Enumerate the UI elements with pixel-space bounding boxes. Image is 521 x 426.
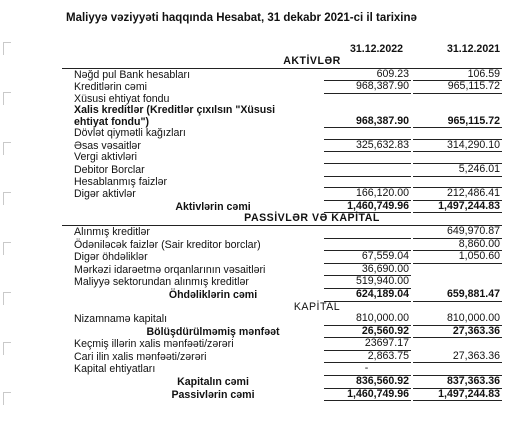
table-row [62, 152, 502, 164]
value-2022 [324, 163, 411, 164]
value-2022 [324, 176, 411, 177]
row-label: Digər aktivlər [74, 188, 136, 201]
value-2022: 325,632.83 [324, 140, 411, 153]
value-2021: 5,246.01 [413, 164, 502, 177]
value-2021: 649,970.87 [413, 226, 502, 239]
table-row [62, 351, 502, 364]
value-2022: 968,387.90 [324, 81, 411, 94]
table-row [62, 177, 502, 189]
value-2022: 968,387.90 [324, 116, 411, 129]
row-label: Nəğd pul Bank hesabları [74, 68, 191, 81]
table-row [62, 105, 502, 128]
row-label: Dövlət qiymətli kağızları [74, 127, 186, 140]
value-2022: 1,460,749.96 [324, 201, 411, 214]
value-2021: 1,050.60 [413, 251, 502, 264]
value-2022: 2,863.75 [324, 351, 411, 364]
value-2021: 27,363.36 [413, 351, 502, 364]
value-2021: 212,486.41 [413, 188, 502, 201]
table-row-grand-total [62, 389, 502, 402]
value-2021: 1,497,244.83 [413, 389, 502, 402]
edge-mark [3, 42, 11, 55]
row-label: Xüsusi ehtiyat fondu [74, 92, 170, 105]
table-row-subtotal [62, 326, 502, 339]
table-row [62, 128, 502, 140]
value-2022: 36,690.00 [324, 264, 411, 277]
row-label: Əsas vəsaitlər [74, 139, 141, 152]
row-label: Öhdəliklərin cəmi [168, 288, 258, 301]
value-2021: 837,363.36 [413, 376, 502, 389]
edge-mark [3, 292, 11, 305]
row-label: Digər öhdəliklər [74, 251, 148, 264]
value-2021: 965,115.72 [413, 116, 502, 129]
edge-mark [3, 92, 11, 105]
table-row [62, 276, 502, 289]
value-2022: 23697.17 [324, 338, 411, 351]
row-label: Passivlərin cəmi [171, 388, 255, 401]
column-header-2021: 31.12.2021 [446, 43, 500, 55]
value-2022: 67,559.04 [324, 251, 411, 264]
table-row [62, 164, 502, 177]
edge-mark [3, 242, 11, 255]
value-2022: 26,560.92 [324, 326, 411, 339]
balance-sheet-table [62, 44, 502, 401]
row-label: Mərkəzi idarəetmə orqanlarının vəsaitləri [74, 263, 266, 276]
value-2022: 810,000.00 [324, 313, 411, 326]
value-2021: 314,290.10 [413, 140, 502, 153]
row-label: Ödəniləcək faizlər (Sair kreditor borclar) [74, 238, 261, 251]
value-2022: 609.23 [324, 69, 411, 82]
row-label: Debitor Borclar [74, 163, 145, 176]
value-2021: 27,363.36 [413, 326, 502, 339]
row-label: Nizamnamə kapitalı [74, 313, 168, 326]
table-row [62, 363, 502, 376]
edge-mark [3, 192, 11, 205]
section-liabilities-equity: PASSİVLƏR VƏ KAPİTAL [62, 213, 502, 226]
value-2021: 8,860.00 [413, 239, 502, 252]
table-row [62, 239, 502, 252]
value-2021: 810,000.00 [413, 313, 502, 326]
row-label: Xalis kreditlər (Kreditlər çıxılsın "Xüsusi ehtiyat fondu") [74, 104, 276, 128]
value-2022: 1,460,749.96 [324, 389, 411, 402]
edge-mark [3, 142, 11, 155]
value-2021: 1,497,244.83 [413, 201, 502, 214]
value-2022: - [324, 363, 411, 376]
table-row [62, 251, 502, 264]
table-row [62, 188, 502, 201]
table-row [62, 69, 502, 82]
row-label: Kreditlərin cəmi [74, 81, 148, 94]
report-title: Maliyyə vəziyyəti haqqında Hesabat, 31 dekabr 2021-ci il tarixinə [66, 12, 417, 24]
value-2022: 836,560.92 [324, 376, 411, 389]
value-2021: 965,115.72 [413, 81, 502, 94]
table-row [62, 264, 502, 277]
row-label: Kapital ehtiyatları [74, 363, 156, 376]
value-2021: 106.59 [413, 69, 502, 82]
row-label: Alınmış kreditlər [74, 225, 150, 238]
edge-mark [3, 392, 11, 405]
value-2022 [324, 238, 411, 239]
row-label: Vergi aktivləri [74, 151, 137, 164]
table-row [62, 313, 502, 326]
section-capital: KAPİTAL [293, 300, 341, 313]
value-2022: 166,120.00 [324, 188, 411, 201]
table-row [62, 338, 502, 351]
value-2022: 519,940.00 [324, 276, 411, 289]
value-2022: 624,189.04 [324, 289, 411, 302]
column-header-row [62, 44, 502, 56]
section-assets: AKTİVLƏR [62, 56, 502, 69]
row-label: Keçmiş illərin xalis mənfəəti/zərəri [74, 338, 234, 351]
edge-mark [3, 342, 11, 355]
table-row [62, 226, 502, 239]
column-header-2022: 31.12.2022 [349, 43, 403, 55]
page-edge-marks [0, 0, 14, 426]
row-label: Aktivlərin cəmi [175, 200, 251, 213]
table-row-total [62, 289, 502, 302]
row-label: Bölüşdürülməmiş mənfəət [146, 325, 280, 338]
table-row-total [62, 376, 502, 389]
table-row [62, 81, 502, 94]
value-2021: 659,881.47 [413, 289, 502, 302]
row-label: Hesablanmış faizlər [74, 175, 168, 188]
row-label: Cari ilin xalis mənfəəti/zərəri [74, 350, 207, 363]
row-label: Kapitalın cəmi [177, 376, 249, 389]
row-label: Maliyyə sektorundan alınmış kreditlər [74, 276, 249, 289]
